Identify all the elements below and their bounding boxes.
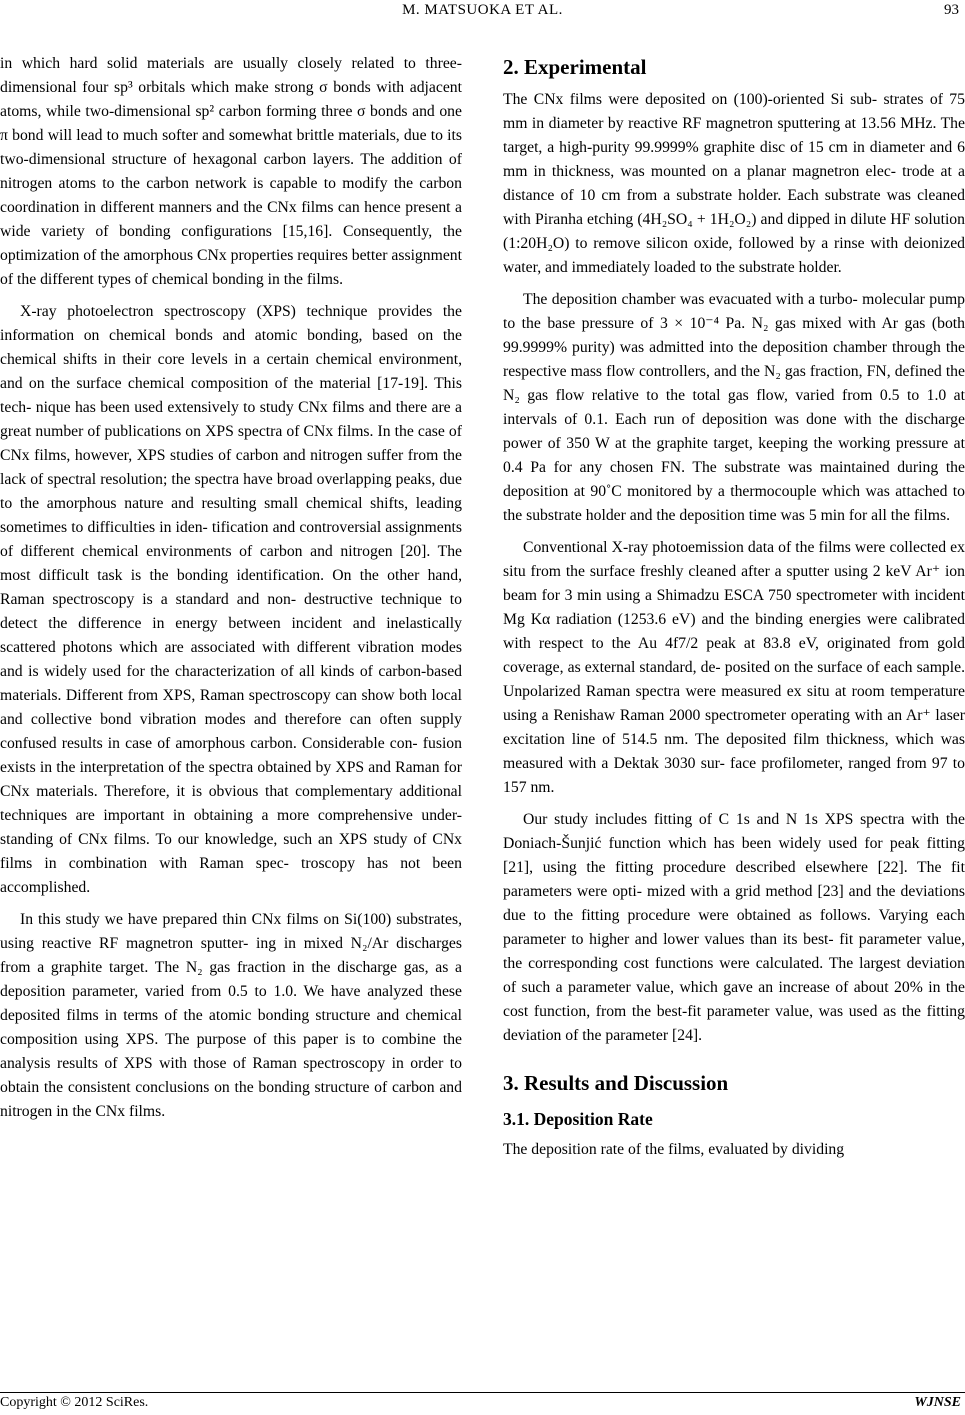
paragraph: Conventional X-ray photoemission data of the films were collected ex situ from the surface freshly cleaned after a sputter using 2 keV Ar⁺ ion beam for 3 min using a Shimadzu ESCA 750 spectrometer with incident Mg Kα radiation (1253.6 eV) and the binding energies were calibrated with respect to the Au 4f7/2 peak at 83.8 eV, originated from gold coverage, as external standard, de- posited on the surface of each sample. Unpolarized Raman spectra were measured ex situ at room temperature using a Renishaw Raman 2000 spectrometer operating with an Ar⁺ laser excitation line of 514.5 nm. The deposited film thickness, which was measured with a Dektak 3030 sur- face profilometer, ranged from 97 to 157 nm. (503, 539, 965, 796)
paragraph: The CNx films were deposited on (100)-oriented Si sub- strates of 75 mm in diameter by reactive RF magnetron sputtering at 13.56 MHz. The target, a high-purity 99.9999% graphite disc of 15 cm in diameter and 6 mm in thickness, was mounted on a planar magnetron elec- trode at a distance of 10 cm from a substrate holder. Each substrate was cleaned with Piranha etching (4H₂SO₄ + 1H₂O₂) and dipped in dilute HF solution (1:20H₂O) to remove silicon oxide, followed by a rinse with deionized water, and immediately loaded to the substrate holder. (503, 91, 965, 276)
right-column (503, 52, 965, 1162)
subsection-heading-deposition-rate: 3.1. Deposition Rate (503, 1109, 653, 1129)
paragraph: The deposition chamber was evacuated with a turbo- molecular pump to the base pressure of 3 × 10⁻⁴ Pa. N₂ gas mixed with Ar gas (both 99.9999% purity) was admitted into the deposition chamber through the respective mass flow controllers, and the N₂ gas fraction, FN, defined the N₂ gas flow relative to the total gas flow, varied from 0.5 to 1.0 at intervals of 0.1. Each run of deposition was done with the discharge power of 350 W at the graphite target, keeping the working pressure at 0.4 Pa for any chosen FN. The substrate was maintained during the deposition at 90˚C monitored by a thermocouple which was attached to the substrate holder and the deposition time was 5 min for all the films. (503, 291, 965, 524)
section-heading-results: 3. Results and Discussion (503, 1071, 729, 1095)
journal-abbreviation: WJNSE (914, 1395, 961, 1410)
copyright-notice: Copyright © 2012 SciRes. (0, 1395, 149, 1410)
footer-rule (0, 1392, 965, 1393)
paragraph: X-ray photoelectron spectroscopy (XPS) technique provides the information on chemical bonds and atomic bonding, based on the chemical shifts in their core levels in a certain chemical environment, and on the surface chemical composition of the material [17-19]. This tech- nique has been used extensively to study CNx films and there are a great number of publications on XPS spectra of CNx films. In the case of CNx films, however, XPS studies of carbon and nitrogen suffer from the lack of spectral resolution; the spectra have broad overlapping peaks, due to the amorphous nature and resulting small chemical shifts, leading sometimes to difficulties in iden- tification and controversial assignments of different chemical environments of carbon and nitrogen [20]. The most difficult task is the bonding identification. On the other hand, Raman spectroscopy is a standard and non- destructive technique to detect the difference in energy between incident and inelastically scattered photons which are associated with different vibration modes and is widely used for the characterization of all kinds of carbon-based materials. Different from XPS, Raman spectroscopy can show both local and collective bond vibration modes and therefore can often supply confused results in case of amorphous carbon. Considerable con- fusion exists in the interpretation of the spectra obtained by XPS and Raman for CNx materials. Therefore, it is obvious that complementary additional techniques are important in obtaining a more comprehensive under- standing of CNx films. To our knowledge, such an XPS study of CNx films in combination with Raman spec- troscopy has not been accomplished. (0, 303, 462, 896)
paragraph: In this study we have prepared thin CNx films on Si(100) substrates, using reactive RF magnetron sputter- ing in mixed N₂/Ar discharges from a graphite target. The N₂ gas fraction in the discharge gas, as a deposition parameter, varied from 0.5 to 1.0. We have analyzed these deposited films in terms of the atomic bonding structure and chemical composition using XPS. The purpose of this paper is to combine the analysis results of XPS with those of Raman spectroscopy in order to obtain the consistent conclusions on the bonding structure of carbon and nitrogen in the CNx films. (0, 911, 462, 1120)
section-heading-experimental: 2. Experimental (503, 55, 647, 79)
page-footer (0, 1392, 965, 1414)
running-title: M. MATSUOKA ET AL. (402, 2, 563, 18)
left-column (0, 52, 462, 1124)
paragraph: Our study includes fitting of C 1s and N 1s XPS spectra with the Doniach-Šunjić function which has been widely used for peak fitting [21], using the fitting procedure described elsewhere [22]. The fit parameters were opti- mized with a grid method [23] and the deviations due to the fitting procedure were obtained as follows. Varying each parameter to higher and lower values than its best- fit parameter value, the corresponding cost functions were calculated. The largest deviation of such a parameter value, which gave an increase of about 20% in the cost function, from the best-fit parameter value, was used as the fitting deviation of the parameter [24]. (503, 811, 965, 1044)
paragraph: The deposition rate of the films, evaluated by dividing (503, 1141, 845, 1158)
paragraph: in which hard solid materials are usually closely related to three-dimensional four sp³ orbitals which make strong σ bonds with adjacent atoms, while two-dimensional sp² carbon forming three σ bonds and one π bond will lead to much softer and somewhat brittle materials, due to its two-dimensional structure of hexagonal carbon layers. The addition of nitrogen atoms to the carbon network is capable to modify the carbon coordination in different manners and the CNx films can hence present a wide variety of bonding configurations [15,16]. Consequently, the optimization of the amorphous CNx properties requires better assignment of the different types of chemical bonding in the films. (0, 55, 462, 288)
page-number: 93 (944, 2, 959, 18)
page-header (0, 0, 965, 34)
